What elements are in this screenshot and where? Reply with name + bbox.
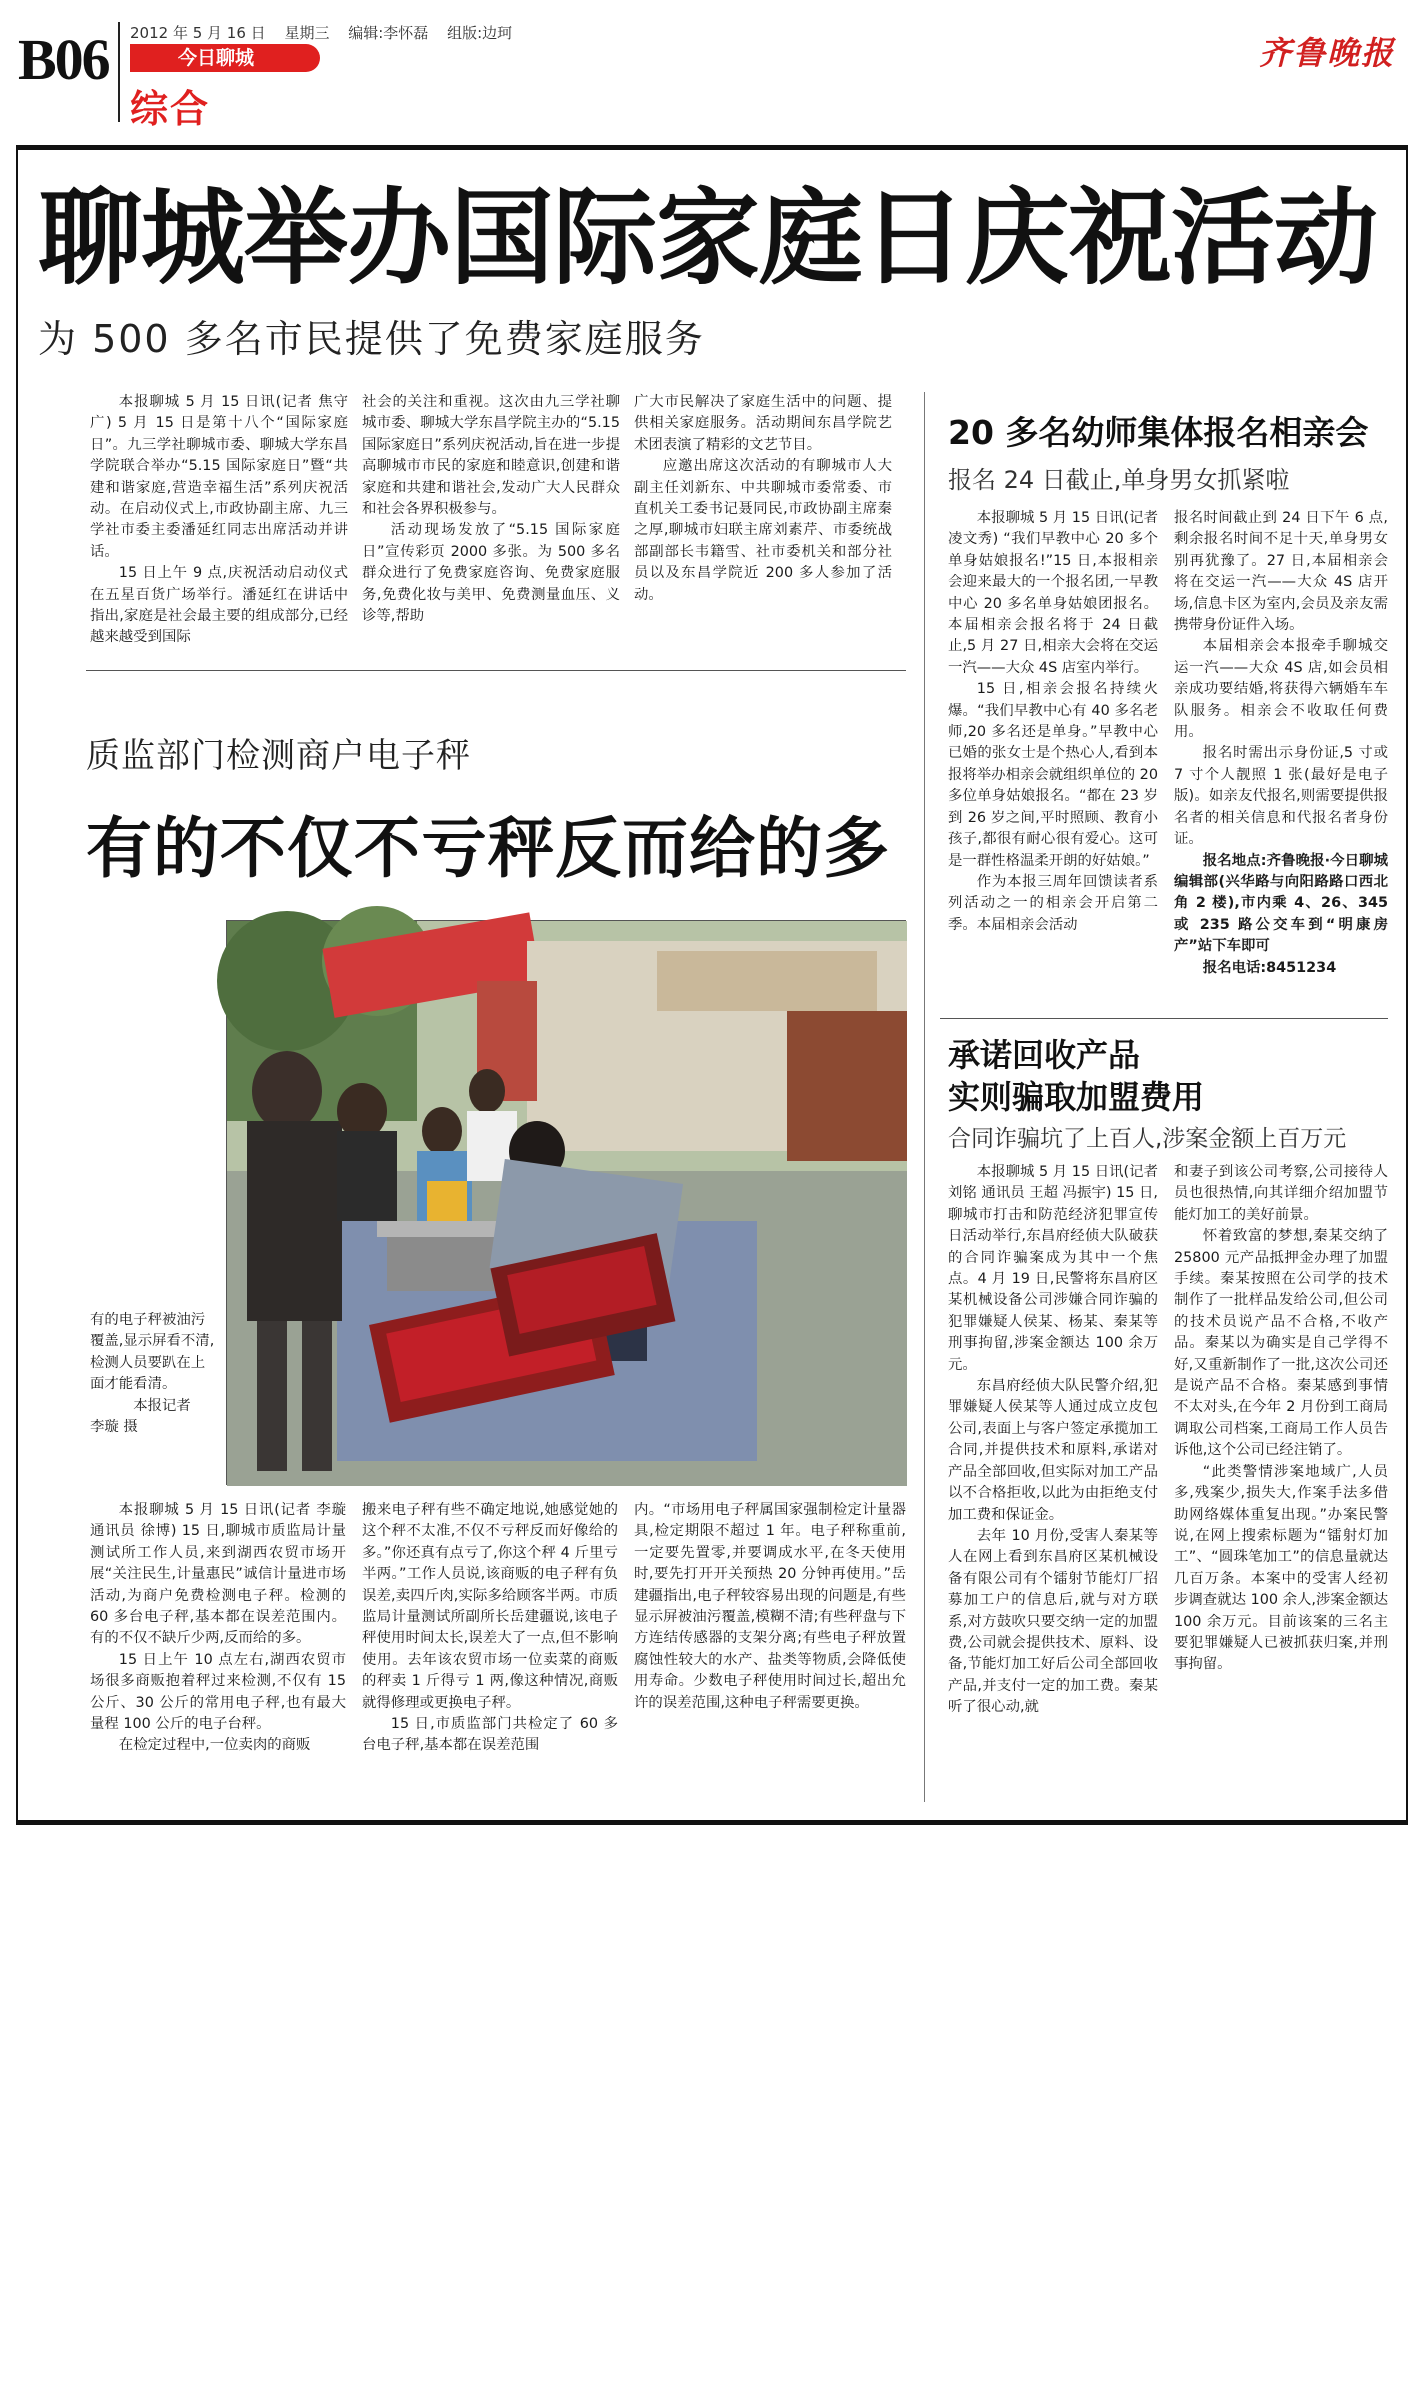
matchmaking-col2-para-4: 报名地点:齐鲁晚报·今日聊城编辑部(兴华路与向阳路路口西北角 2 楼),市内乘 4、26、345 或 235 路公交车到“明康房产”站下车即可: [1174, 852, 1388, 955]
fraud-headline-line-1: 承诺回收产品: [948, 1036, 1141, 1074]
scale-column-2: [362, 1500, 618, 1808]
matchmaking-col2-para-5: 报名电话:8451234: [1202, 959, 1337, 976]
scale-col2-para-1: 搬来电子秤有些不确定地说,她感觉她的这个秤不太准,不仅不亏秤反而好像给的多。”你还真有点亏了,你这个秤 4 斤里亏半两。”工作人员说,该商贩的电子秤有负误差,卖四斤肉,实际多给顾客半两。市质监局计量测试所副所长岳建疆说,该电子秤使用时间太长,误差大了一点,但不影响使用。去年该农贸市场一位卖菜的商贩的秤卖 1 斤得亏 1 两,像这种情况,商贩就得修理或更换电子秤。: [362, 1502, 618, 1711]
matchmaking-column-1: [948, 508, 1158, 1008]
fraud-col2-para-3: “此类警情涉案地域广,人员多,残案少,损失大,作案手法多借助网络媒体重复出现。”办案民警说,在网上搜索标题为“镭射灯加工”、“圆珠笔加工”的信息量就达几百万条。本案中的受害人经初步调查就达 100 余人,涉案金额达 100 余万元。目前该案的三名主要犯罪嫌疑人已被抓获归案,并刑事拘留。: [1174, 1463, 1388, 1673]
lead-column-2: [362, 392, 620, 625]
layout-credit: 组版:边珂: [447, 24, 513, 42]
lead-col2-para-1: 社会的关注和重视。这次由九三学社聊城市委、聊城大学东昌学院主办的“5.15 国际家庭日”系列庆祝活动,旨在进一步提高聊城市市民的家庭和睦意识,创建和谐家庭和共建和谐社会,发动广大人民群众和社会各界积极参与。: [362, 394, 620, 518]
lead-col1-para-1: 本报聊城 5 月 15 日讯(记者 焦守广) 5 月 15 日是第十八个“国际家庭日”。九三学社聊城市委、聊城大学东昌学院联合举办“5.15 国际家庭日”暨“共建和谐家庭,营造幸福生活”系列庆祝活动。在启动仪式上,市政协副主席、九三学社市委主委潘延红同志出席活动并讲话。: [90, 394, 348, 560]
section-tag: 今日聊城: [130, 44, 320, 72]
matchmaking-column-2: [1174, 508, 1388, 1008]
fraud-column-1: [948, 1162, 1158, 1808]
lead-subhead: 为 500 多名市民提供了免费家庭服务: [38, 317, 705, 361]
section-divider: [86, 670, 906, 671]
scale-col1-para-2: 15 日上午 10 点左右,湖西农贸市场很多商贩抱着秤过来检测,不仅有 15 公斤、30 公斤的常用电子秤,也有最大量程 100 公斤的电子台秤。: [90, 1651, 346, 1733]
photo-credit-name: 李璇 摄: [90, 1419, 138, 1436]
newspaper-logo: 齐鲁晚报: [1258, 34, 1395, 72]
matchmaking-col1-para-3: 作为本报三周年回馈读者系列活动之一的相亲会开启第二季。本届相亲会活动: [948, 873, 1158, 933]
lead-headline: 聊城举办国际家庭日庆祝活动: [38, 177, 1378, 299]
fraud-subhead: 合同诈骗坑了上百人,涉案金额上百万元: [948, 1126, 1347, 1152]
fraud-column-2: [1174, 1162, 1388, 1808]
lead-col3-para-1: 广大市民解决了家庭生活中的问题、提供相关家庭服务。活动期间东昌学院艺术团表演了精彩的文艺节目。: [634, 394, 892, 453]
fraud-col2-para-2: 怀着致富的梦想,秦某交纳了 25800 元产品抵押金办理了加盟手续。秦某按照在公司学的技术制作了一批样品发给公司,但公司的技术员说产品不合格,不收产品。秦某以为确实是自己学得不好,又重新制作了一批,这次公司还是说产品不合格。秦某感到事情不太对头,在今年 2 月份到工商局调取公司档案,工商局工作人员告诉他,这个公司已经注销了。: [1174, 1228, 1388, 1459]
lead-column-1: [90, 392, 348, 646]
matchmaking-subhead: 报名 24 日截止,单身男女抓紧啦: [948, 466, 1290, 494]
masthead-divider: [118, 22, 120, 122]
matchmaking-col1-para-1: 本报聊城 5 月 15 日讯(记者 凌文秀) “我们早教中心 20 多个单身姑娘报名!”15 日,本报相亲会迎来最大的一个报名团,一早教中心 20 多名单身姑娘团报名。本届相亲会报名将于 24 日截止,5 月 27 日,相亲大会将在交运一汽——大众 4S 店室内举行。: [948, 510, 1158, 676]
scale-col1-para-3: 在检定过程中,一位卖肉的商贩: [118, 1737, 311, 1754]
photo-caption: [90, 1310, 216, 1438]
fraud-col2-para-1: 和妻子到该公司考察,公司接待人员也很热情,向其详细介绍加盟节能灯加工的美好前景。: [1174, 1164, 1388, 1223]
fraud-col1-para-2: 东昌府经侦大队民警介绍,犯罪嫌疑人侯某等人通过成立皮包公司,表面上与客户签定承揽加工合同,并提供技术和原料,承诺对产品全部回收,但实际对加工产品以不合格拒收,以此为由拒绝支付加工费和保证金。: [948, 1378, 1158, 1523]
edition-meta: [130, 22, 526, 43]
fraud-col1-para-1: 本报聊城 5 月 15 日讯(记者 刘铭 通讯员 王超 冯振宇) 15 日,聊城市打击和防范经济犯罪宣传日活动举行,东昌府经侦大队破获的合同诈骗案成为其中一个焦点。4 月 19 日,民警将东昌府区某机械设备公司涉嫌合同诈骗的犯罪嫌疑人侯某、杨某、秦某等刑事拘留,涉案金额达 100 余万元。: [948, 1164, 1158, 1373]
page-number: B06: [18, 27, 109, 92]
lead-col1-para-2: 15 日上午 9 点,庆祝活动启动仪式在五星百货广场举行。潘延红在讲话中指出,家庭是社会最主要的组成部分,已经越来越受到国际: [90, 565, 348, 646]
scale-kicker: 质监部门检测商户电子秤: [86, 736, 471, 776]
photo-caption-text: 有的电子秤被油污覆盖,显示屏看不清,检测人员要趴在上面才能看清。: [90, 1312, 215, 1393]
editor-credit: 编辑:李怀磊: [348, 24, 429, 42]
photo-illustration: [227, 921, 907, 1486]
scale-column-3: [634, 1500, 906, 1808]
lead-col3-para-2: 应邀出席这次活动的有聊城市人大副主任刘新东、中共聊城市委常委、市直机关工委书记聂同民,市政协副主席秦之厚,聊城市妇联主席刘素芹、市委统战部副部长韦籍雪、社市委机关和部分社员以及东昌学院近 200 多人参加了活动。: [634, 458, 892, 603]
edition-date: 2012 年 5 月 16 日: [130, 24, 266, 42]
scale-inspection-photo: [226, 920, 906, 1485]
scale-column-1: [90, 1500, 346, 1808]
scale-headline: 有的不仅不亏秤反而给的多: [86, 810, 890, 887]
matchmaking-col1-para-2: 15 日,相亲会报名持续火爆。“我们早教中心有 40 多名老师,20 多名还是单身。”早教中心已婚的张女士是个热心人,看到本报将举办相亲会就组织单位的 20 多位单身姑娘报名。“都在 23 岁到 26 岁之间,平时照顾、教育小孩子,都很有耐心很有爱心。这可是一群性格温柔开朗的好姑娘。”: [948, 681, 1158, 869]
matchmaking-headline: 20 多名幼师集体报名相亲会: [948, 413, 1369, 452]
fraud-col1-para-3: 去年 10 月份,受害人秦某等人在网上看到东昌府区某机械设备有限公司有个镭射节能灯厂招募加工户的信息后,就与对方联系,对方鼓吹只要交纳一定的加盟费,公司就会提供技术、原料、设备,节能灯加工好后公司全部回收产品,并支付一定的加工费。秦某听了很心动,就: [948, 1527, 1158, 1716]
scale-col2-para-2: 15 日,市质监部门共检定了 60 多台电子秤,基本都在误差范围: [362, 1716, 618, 1754]
right-story-divider: [940, 1018, 1388, 1019]
lead-column-3: [634, 392, 892, 622]
fraud-headline-line-2: 实则骗取加盟费用: [948, 1078, 1205, 1116]
edition-weekday: 星期三: [284, 24, 330, 42]
matchmaking-col2-para-3: 报名时需出示身份证,5 寸或 7 寸个人靓照 1 张(最好是电子版)。如亲友代报名,则需要提供报名者的相关信息和代报名者身份证。: [1174, 745, 1388, 848]
matchmaking-col2-para-2: 本届相亲会本报牵手聊城交运一汽——大众 4S 店,如会员相亲成功要结婚,将获得六辆婚车车队服务。相亲会不收取任何费用。: [1174, 638, 1388, 741]
photo-credit-role: 本报记者: [133, 1397, 191, 1414]
right-column-divider: [924, 392, 925, 1802]
section-name: 综合: [130, 87, 211, 131]
scale-col1-para-1: 本报聊城 5 月 15 日讯(记者 李璇 通讯员 徐博) 15 日,聊城市质监局计量测试所工作人员,来到湖西农贸市场开展“关注民生,计量惠民”诚信计量进市场活动,为商户免费检测电子秤。检测的 60 多台电子秤,基本都在误差范围内。有的不仅不缺斤少两,反而给的多。: [90, 1502, 346, 1647]
lead-col2-para-2: 活动现场发放了“5.15 国际家庭日”宣传彩页 2000 多张。为 500 多名群众进行了免费家庭咨询、免费家庭服务,免费化妆与美甲、免费测量血压、义诊等,帮助: [362, 522, 620, 625]
matchmaking-col2-para-1: 报名时间截止到 24 日下午 6 点,剩余报名时间不足十天,单身男女别再犹豫了。27 日,本届相亲会将在交运一汽——大众 4S 店开场,信息卡区为室内,会员及亲友需携带身份证件入场。: [1174, 510, 1388, 634]
scale-col3-para-1: 内。“市场用电子秤属国家强制检定计量器具,检定期限不超过 1 年。电子秤称重前,一定要先置零,并要调成水平,在冬天使用时,要先打开开关预热 20 分钟再使用。”岳建疆指出,电子秤较容易出现的问题是,有些显示屏被油污覆盖,模糊不清;有些秤盘与下方连结传感器的支架分离;有些电子秤放置腐蚀性较大的水产、盐类等物质,会降低使用寿命。少数电子秤使用时间过长,超出允许的误差范围,这种电子秤需要更换。: [634, 1502, 906, 1711]
